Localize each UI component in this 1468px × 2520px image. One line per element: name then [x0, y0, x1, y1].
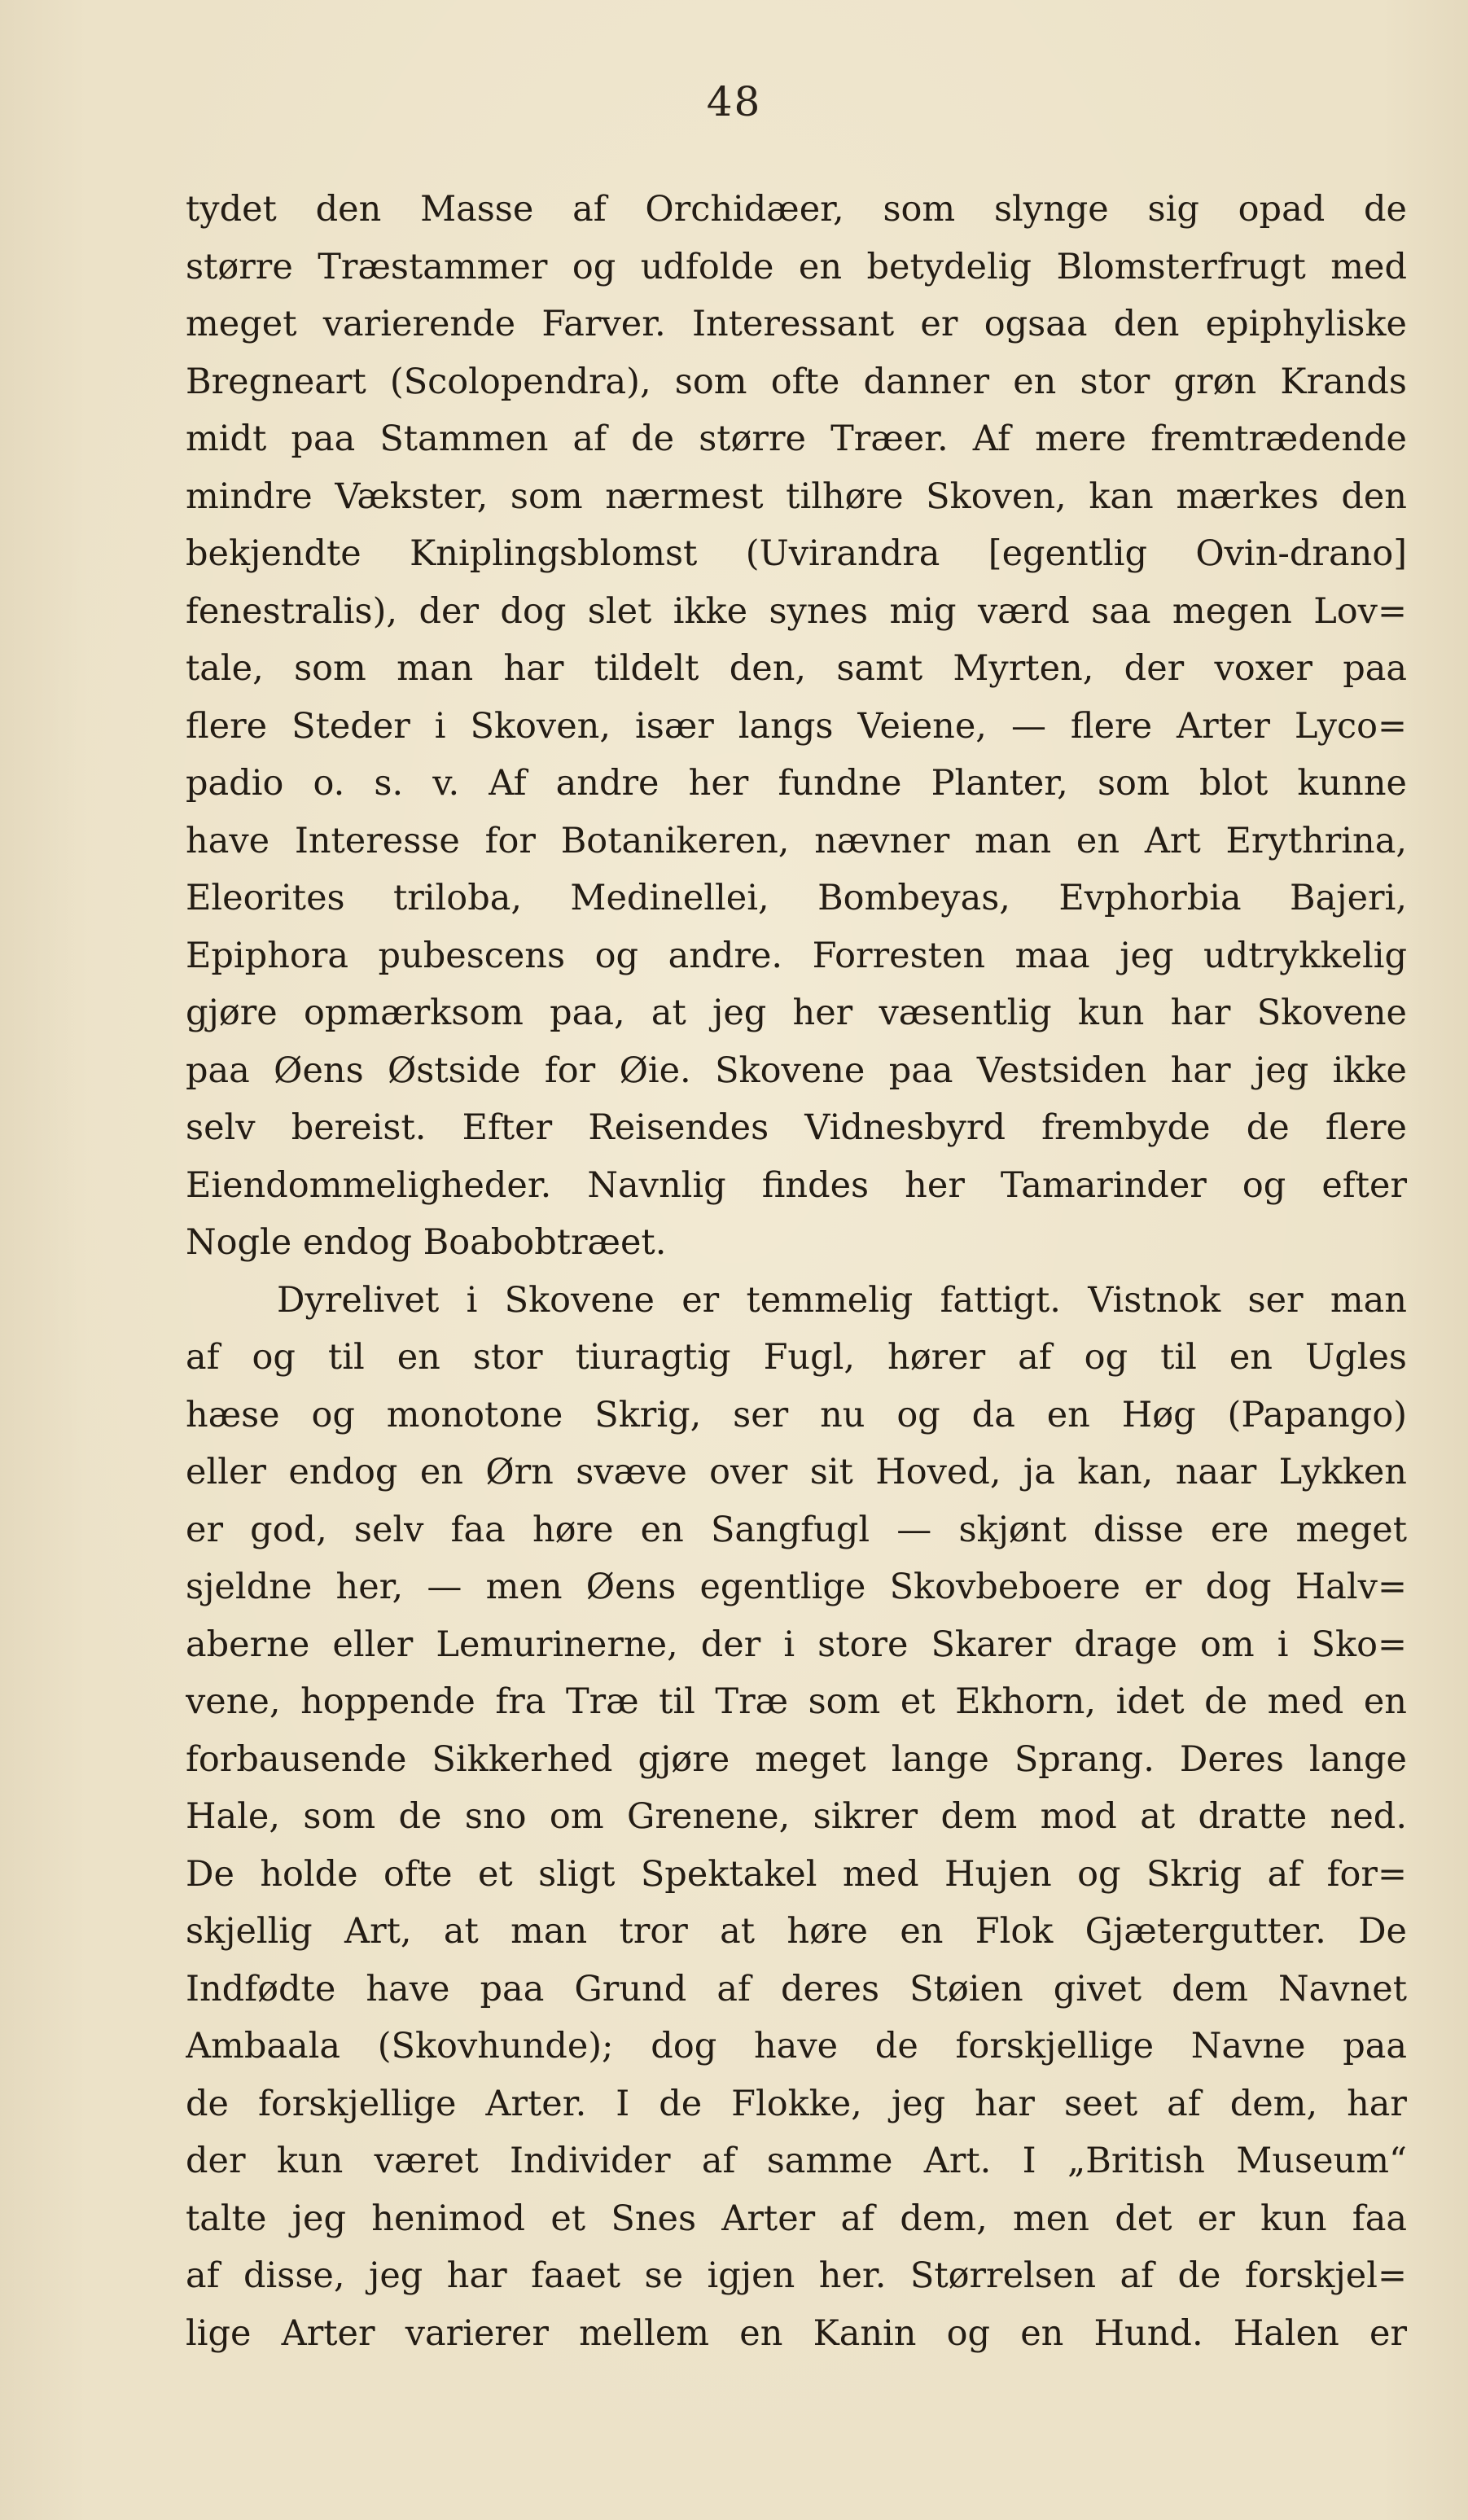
text-line: tale, som man har tildelt den, samt Myrten, der voxer paa [186, 648, 1407, 689]
text-line: de forskjellige Arter. I de Flokke, jeg har seet af dem, har [186, 2083, 1407, 2124]
page-number: 48 [706, 78, 762, 125]
text-line: De holde ofte et sligt Spektakel med Hujen og Skrig af for= [186, 1853, 1407, 1895]
paragraph-1 [186, 181, 1407, 1272]
text-line: større Træstammer og udfolde en betydelig Blomsterfrugt med [186, 246, 1407, 287]
text-line: Eiendommeligheder. Navnlig findes her Tamarinder og efter [186, 1164, 1407, 1206]
text-line: tydet den Masse af Orchidæer, som slynge sig opad de [186, 189, 1407, 230]
paragraph-2 [186, 1272, 1407, 2363]
text-line: mindre Vækster, som nærmest tilhøre Skoven, kan mærkes den [186, 476, 1407, 517]
text-line: er god, selv faa høre en Sangfugl — skjønt disse ere meget [186, 1509, 1407, 1550]
text-line: der kun været Individer af samme Art. I „British Museum“ [186, 2141, 1407, 2181]
text-line: selv bereist. Efter Reisendes Vidnesbyrd frembyde de flere [186, 1107, 1407, 1148]
text-line: Hale, som de sno om Grenene, sikrer dem mod at dratte ned. [186, 1796, 1407, 1837]
text-line: Dyrelivet i Skovene er temmelig fattigt. Vistnok ser man [277, 1279, 1407, 1321]
text-line: Eleorites triloba, Medinellei, Bombeyas, Evphorbia Bajeri, [186, 878, 1407, 918]
text-line: have Interesse for Botanikeren, nævner man en Art Erythrina, [186, 820, 1407, 861]
text-line: hæse og monotone Skrig, ser nu og da en Høg (Papango) [186, 1394, 1407, 1435]
text-line: af disse, jeg har faaet se igjen her. Størrelsen af de forskjel= [186, 2255, 1407, 2296]
text-line: aberne eller Lemurinerne, der i store Skarer drage om i Sko= [186, 1624, 1407, 1665]
text-line: skjellig Art, at man tror at høre en Flok Gjætergutter. De [186, 1911, 1407, 1952]
text-line: bekjendte Kniplingsblomst (Uvirandra [egentlig Ovin-drano] [186, 533, 1407, 574]
text-line: Bregneart (Scolopendra), som ofte danner en stor grøn Krands [186, 361, 1407, 402]
text-line: eller endog en Ørn svæve over sit Hoved, ja kan, naar Lykken [186, 1452, 1407, 1492]
text-line: af og til en stor tiuragtig Fugl, hører af og til en Ugles [186, 1337, 1407, 1378]
text-line: flere Steder i Skoven, især langs Veiene, — flere Arter Lyco= [186, 705, 1407, 747]
text-line: sjeldne her, — men Øens egentlige Skovbeboere er dog Halv= [186, 1567, 1407, 1607]
text-line: meget varierende Farver. Interessant er ogsaa den epiphyliske [186, 304, 1407, 344]
text-line: paa Øens Østside for Øie. Skovene paa Vestsiden har jeg ikke [186, 1050, 1407, 1091]
text-line: Epiphora pubescens og andre. Forresten maa jeg udtrykkelig [186, 935, 1407, 976]
text-line: lige Arter varierer mellem en Kanin og en Hund. Halen er [186, 2312, 1407, 2354]
text-line: forbausende Sikkerhed gjøre meget lange Sprang. Deres lange [186, 1738, 1407, 1780]
text-line: talte jeg henimod et Snes Arter af dem, men det er kun faa [186, 2198, 1407, 2239]
text-line: vene, hoppende fra Træ til Træ som et Ekhorn, idet de med en [186, 1681, 1407, 1722]
text-line: fenestralis), der dog slet ikke synes mig værd saa megen Lov= [186, 590, 1407, 632]
text-line: gjøre opmærksom paa, at jeg her væsentlig kun har Skovene [186, 993, 1407, 1033]
text-line: Nogle endog Boabobtræet. [186, 1222, 667, 1263]
text-line: midt paa Stammen af de større Træer. Af mere fremtrædende [186, 419, 1407, 459]
body-text [186, 181, 1407, 2362]
text-line: Ambaala (Skovhunde); dog have de forskjellige Navne paa [186, 2026, 1407, 2066]
text-line: Indfødte have paa Grund af deres Støien givet dem Navnet [186, 1968, 1407, 2009]
text-line: padio o. s. v. Af andre her fundne Planter, som blot kunne [186, 763, 1407, 804]
